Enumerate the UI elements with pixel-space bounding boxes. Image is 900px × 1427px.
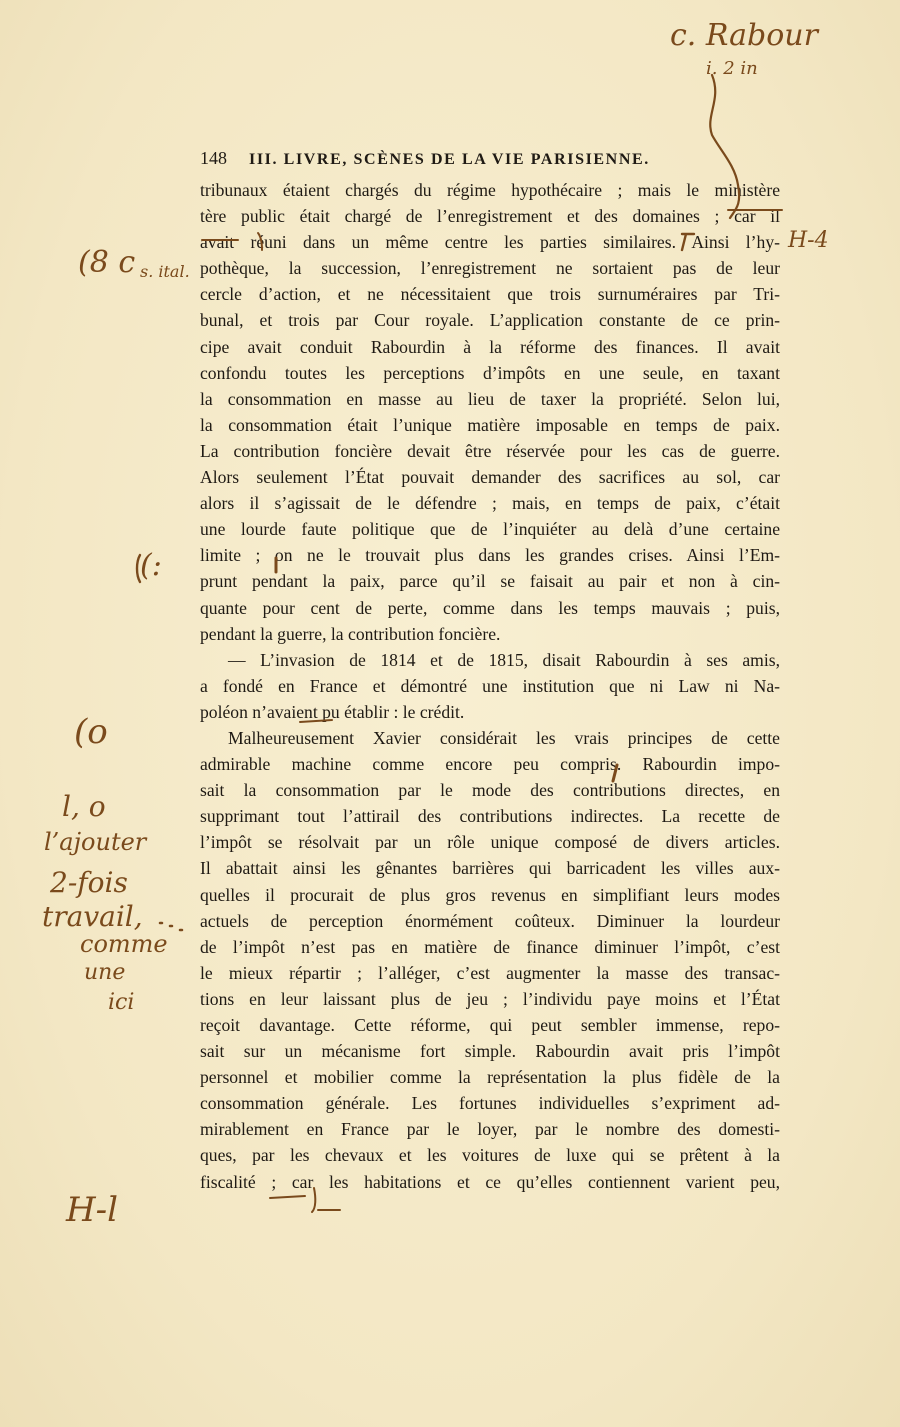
text-line: sait sur un mécanisme fort simple. Rabourdin avait pris l’impôt	[200, 1041, 780, 1062]
annotation-left-3: (o	[74, 712, 108, 752]
text-line: actuels de perception énormément coûteux. Diminuer la lourdeur	[200, 910, 780, 931]
text-line: quelles il procurait de plus gros revenus en simplifiant leurs modes	[200, 884, 780, 905]
text-line: poléon n’avaient pu établir : le crédit.	[200, 701, 465, 722]
annotation-left-10: ici	[108, 990, 135, 1015]
text-line: Alors seulement l’État pouvait demander des sacrifices au sol, car	[200, 467, 780, 488]
annotation-left-8: comme	[80, 930, 168, 958]
text-line: avait réuni dans un même centre les parties similaires. Ainsi l’hy-	[200, 232, 780, 253]
text-line: tions en leur laissant plus de jeu ; l’individu paye moins et l’État	[200, 988, 780, 1009]
text-line: de l’impôt n’est pas en matière de finance diminuer l’impôt, c’est	[200, 936, 780, 957]
text-line: cipe avait conduit Rabourdin à la réforme des finances. Il avait	[200, 336, 780, 357]
text-line: bunal, et trois par Cour royale. L’application constante de ce prin-	[200, 310, 780, 331]
text-line: pothèque, la succession, l’enregistrement ne sortaient pas de leur	[200, 258, 780, 279]
guide-dots	[160, 923, 182, 930]
text-line: tribunaux étaient chargés du régime hypothécaire ; mais le ministère	[200, 180, 780, 200]
text-line: personnel et mobilier comme la représentation la plus fidèle de la	[200, 1067, 780, 1088]
text-line: La contribution foncière devait être réservée pour les cas de guerre.	[200, 440, 780, 461]
text-line: la consommation en masse au lieu de taxer la propriété. Selon lui,	[200, 388, 780, 409]
text-line: limite ; on ne le trouvait plus dans les grandes crises. Ainsi l’Em-	[200, 545, 780, 566]
text-line: consommation générale. Les fortunes individuelles s’expriment ad-	[200, 1093, 780, 1114]
annotation-left-1b: s. ital.	[140, 262, 190, 281]
text-line: la consommation était l’unique matière imposable en temps de paix.	[200, 414, 780, 435]
text-line: le mieux répartir ; l’alléger, c’est augmenter la masse des transac-	[200, 962, 780, 983]
annotation-left-4: l, o	[62, 790, 106, 823]
text-line: — L’invasion de 1814 et de 1815, disait Rabourdin à ses amis,	[228, 649, 780, 670]
text-line: ques, par les chevaux et les voitures de luxe qui se prêtent à la	[200, 1145, 780, 1166]
running-title: III. LIVRE, SCÈNES DE LA VIE PARISIENNE.	[249, 151, 650, 168]
text-line: supprimant tout l’attirail des contributions indirectes. La recette de	[200, 806, 780, 827]
annotation-top-right-sub: i. 2 in	[706, 58, 758, 79]
text-line: sait la consommation par le mode des contributions directes, en	[200, 780, 780, 801]
text-line: Il abattait ainsi les gênantes barrières qui barricadent les villes aux-	[200, 858, 780, 879]
page-number: 148	[200, 148, 227, 168]
text-line: l’impôt se résolvait par un rôle unique composé de divers articles.	[200, 832, 780, 853]
annotation-left-6: 2-fois	[50, 866, 128, 899]
text-line: quante pour cent de perte, comme dans les temps mauvais ; puis,	[200, 597, 780, 618]
text-line: tère public était chargé de l’enregistrement et des domaines ; car il	[200, 206, 780, 227]
annotation-left-2: (:	[140, 548, 162, 583]
text-line: admirable machine comme encore peu compris. Rabourdin impo-	[200, 754, 780, 775]
annotation-left-7: travail,	[42, 900, 143, 933]
annotation-left-5: l’ajouter	[44, 828, 147, 856]
text-line: alors il s’agissait de le défendre ; mais, en temps de paix, c’était	[200, 493, 780, 514]
annotation-left-1: (8 c	[78, 245, 136, 280]
text-line: confondu toutes les perceptions d’impôts en une seule, en taxant	[200, 362, 780, 383]
text-line: reçoit davantage. Cette réforme, qui peut sembler immense, repo-	[200, 1015, 780, 1035]
text-line: mirablement en France par le loyer, par le nombre des domesti-	[200, 1119, 780, 1140]
text-line: Malheureusement Xavier considérait les vrais principes de cette	[228, 727, 780, 748]
annotation-top-right: c. Rabour	[670, 18, 818, 53]
text-line: a fondé en France et démontré une institution que ni Law ni Na-	[200, 675, 780, 696]
text-line: une lourde faute politique que de l’inquiéter au delà d’une certaine	[200, 519, 780, 540]
annotation-bottom-left: H-l	[66, 1190, 119, 1230]
text-line: cercle d’action, et ne nécessitaient que trois surnuméraires par Tri-	[200, 284, 780, 305]
annotation-right-mid: H-4	[788, 228, 829, 253]
annotation-left-9: une	[84, 960, 126, 985]
text-line: pendant la guerre, la contribution foncière.	[200, 623, 501, 644]
text-line: fiscalité ; car les habitations et ce qu’elles contiennent varient peu,	[200, 1171, 780, 1192]
text-line: prunt pendant la paix, parce qu’il se faisait au pair et non à cin-	[200, 571, 780, 592]
running-head	[200, 148, 700, 169]
strike-mark	[270, 1196, 305, 1198]
body-text	[200, 177, 780, 1195]
